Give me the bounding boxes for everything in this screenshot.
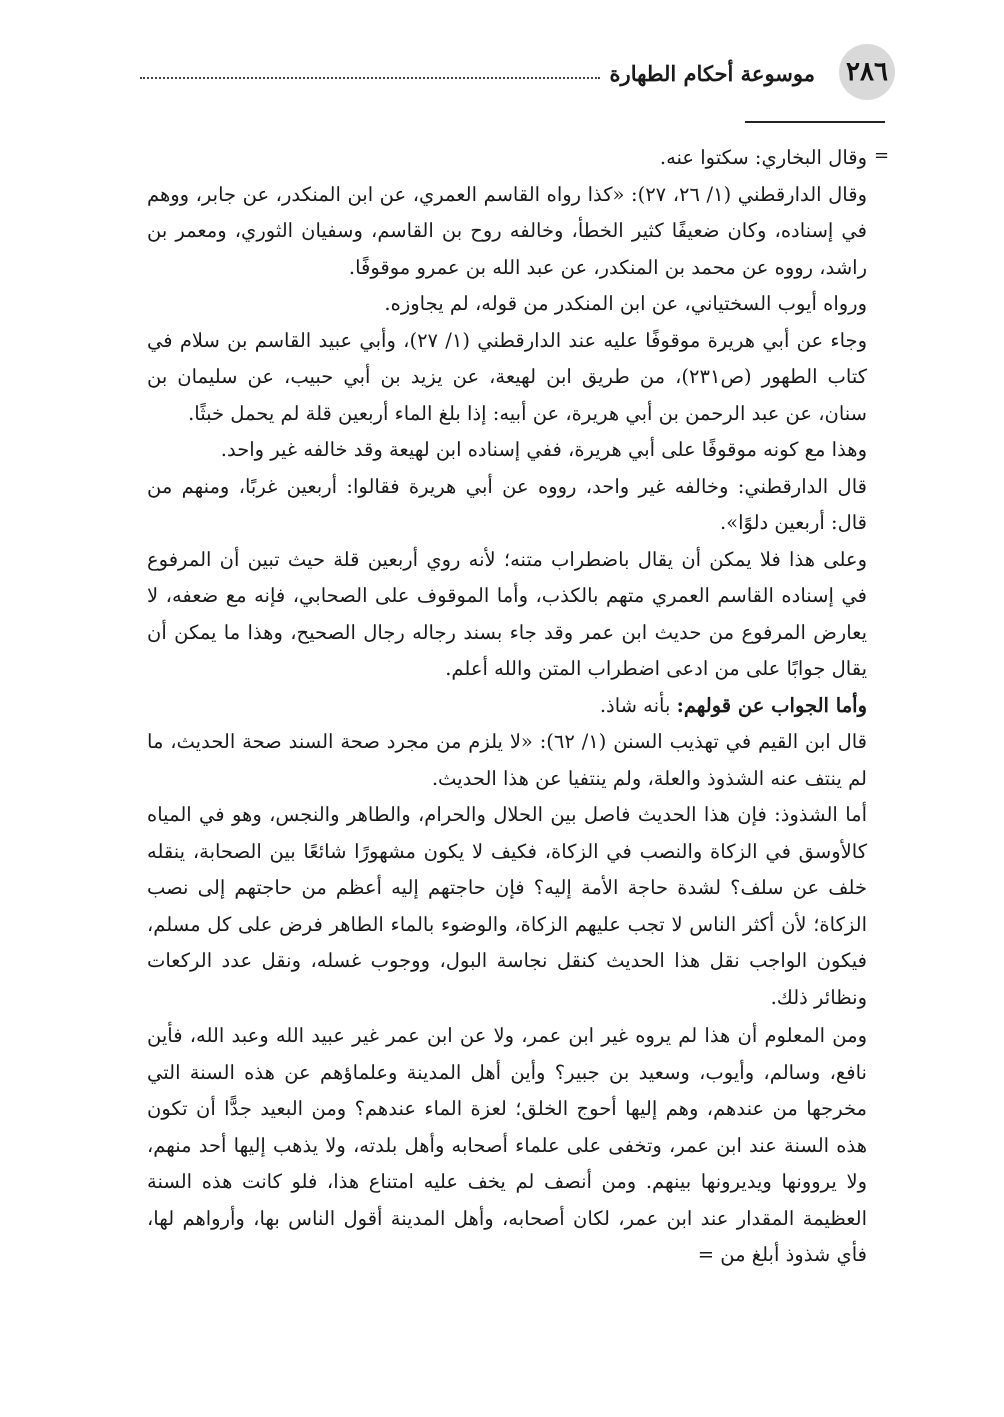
paragraph: قال ابن القيم في تهذيب السنن (١/ ٦٢): «لا يلزم من مجرد صحة السند صحة الحديث، ما لم ينتف عنه الشذوذ والعلة، ولم ينتفيا عن هذا الحديث. — [147, 730, 867, 790]
paragraph: وعلى هذا فلا يمكن أن يقال باضطراب متنه؛ لأنه روي أربعين قلة حيث تبين أن المرفوع في إسناده القاسم العمري متهم بالكذب، وأما الموقوف على الصحابي، فإنه مع ضعفه، لا يعارض المرفوع من حديث ابن عمر وقد جاء بسند رجاله رجال الصحيح، وهذا ما يمكن أن يقال جوابًا على من ادعى اضطراب المتن والله أعلم. — [147, 547, 867, 680]
paragraph: أما الشذوذ: فإن هذا الحديث فاصل بين الحلال والحرام، والطاهر والنجس، وهو في المياه كالأوسق في الزكاة والنصب في الزكاة، فكيف لا يكون مشهورًا شائعًا بين الصحابة، ينقله خلف عن سلف؟ لشدة حاجة الأمة إليه؟ فإن حاجتهم إليه أعظم من حاجتهم إلى نصب الزكاة؛ لأن أكثر الناس لا تجب عليهم الزكاة، والوضوء بالماء الطاهر فرض على كل مسلم، فيكون الواجب نقل هذا الحديث كنقل نجاسة البول، ووجوب غسله، ونقل عدد الركعات ونظائر ذلك. — [147, 803, 867, 1009]
paragraph: ومن المعلوم أن هذا لم يروه غير ابن عمر، ولا عن ابن عمر غير عبيد الله وعبد الله، فأين نافع، وسالم، وأيوب، وسعيد بن جبير؟ وأين أهل المدينة وعلماؤهم عن هذه السنة التي مخرجها من عندهم، وهم إليها أحوج الخلق؛ لعزة الماء عندهم؟ ومن البعيد جدًّا أن تكون هذه السنة عند ابن عمر، وتخفى على علماء أصحابه وأهل بلدته، ولا يذهب إليها أحد منهم، ولا يروونها ويديرونها بينهم. ومن أنصف لم يخف عليه امتناع هذا، فلو كانت هذه السنة العظيمة المقدار عند ابن عمر، لكان أصحابه، وأهل المدينة أقول الناس بها، وأرواهم لها، فأي شذوذ أبلغ من = — [147, 1024, 867, 1266]
paragraph: وقال البخاري: سكتوا عنه. — [659, 146, 867, 169]
paragraph: وقال الدارقطني (١/ ٢٦، ٢٧): «كذا رواه القاسم العمري، عن ابن المنكدر، عن جابر، ووهم في إسناده، وكان ضعيفًا كثير الخطأ، وخالفه روح بن القاسم، وسفيان الثوري، ومعمر بن راشد، رووه عن محمد بن المنكدر، عن عبد الله بن عمرو موقوفًا. — [147, 182, 867, 279]
dotted-leader — [140, 77, 600, 79]
answer-rest: بأنه شاذ. — [599, 693, 677, 717]
page-header — [140, 44, 895, 104]
paragraph: وهذا مع كونه موقوفًا على أبي هريرة، ففي إسناده ابن لهيعة وقد خالفه غير واحد. — [220, 438, 867, 461]
answer-lead: وأما الجواب عن قولهم: — [676, 693, 867, 717]
book-title: موسوعة أحكام الطهارة — [609, 60, 815, 86]
paragraph: ورواه أيوب السختياني، عن ابن المنكدر من قوله، لم يجاوزه. — [384, 292, 867, 315]
paragraph: وجاء عن أبي هريرة موقوفًا عليه عند الدارقطني (١/ ٢٧)، وأبي عبيد القاسم بن سلام في كتاب الطهور (ص٢٣١)، من طريق ابن لهيعة، عن يزيد بن أبي حبيب، عن سليمان بن سنان، عن عبد الرحمن بن أبي هريرة، عن أبيه: إذا بلغ الماء أربعين قلة لم يحمل خبثًا. — [147, 328, 867, 425]
running-title-row — [140, 56, 825, 90]
continuation-mark: = — [874, 145, 890, 166]
footnote-body — [147, 140, 867, 1274]
footnote-separator — [745, 121, 885, 123]
page-number-badge: ٢٨٦ — [839, 44, 895, 100]
paragraph: قال الدارقطني: وخالفه غير واحد، رووه عن أبي هريرة فقالوا: أربعين غربًا، ومنهم من قال: أربعين دلوًا». — [147, 474, 867, 534]
answer-paragraph — [147, 688, 867, 725]
